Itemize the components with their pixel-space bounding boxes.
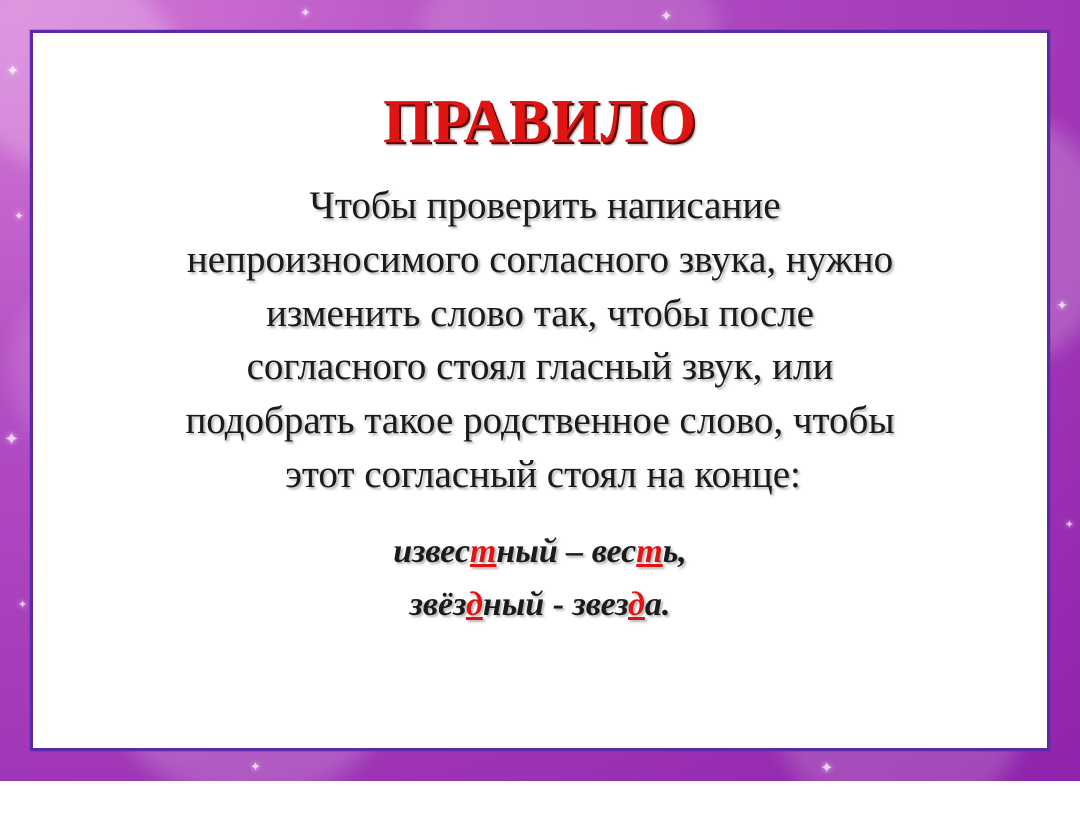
- example-text: ь,: [662, 532, 687, 570]
- example-highlight-letter: д: [628, 585, 645, 623]
- rule-line: согласного стоял гласный звук, или: [246, 345, 834, 389]
- rule-card: [30, 30, 1050, 751]
- rule-line: этот согласный стоял на конце:: [285, 453, 801, 497]
- rule-line: непроизносимого согласного звука, нужно: [186, 237, 894, 281]
- sparkle-icon: ✦: [4, 429, 20, 449]
- rule-text: [81, 179, 999, 502]
- sparkle-icon: ✦: [660, 9, 673, 25]
- rule-line: подобрать такое родственное слово, чтобы: [185, 399, 895, 443]
- example-text: ный – вес: [496, 532, 637, 570]
- examples-block: [81, 526, 999, 631]
- sparkle-icon: ✦: [300, 5, 311, 20]
- example-text: а.: [644, 585, 671, 623]
- rule-line: Чтобы проверить написание: [309, 184, 781, 227]
- example-word-pair: [81, 579, 999, 632]
- page-title: ПРАВИЛО: [383, 88, 697, 156]
- sparkle-icon: ✦: [6, 63, 20, 80]
- example-text: ный - звез: [482, 585, 629, 623]
- sparkle-icon: ✦: [1064, 519, 1074, 531]
- rule-line: изменить слово так, чтобы после: [266, 291, 814, 335]
- example-highlight-letter: т: [636, 532, 663, 570]
- example-word-pair: [81, 526, 999, 579]
- sparkle-icon: ✦: [18, 599, 28, 611]
- sparkle-icon: ✦: [250, 759, 261, 774]
- rule-card-content: [33, 33, 1047, 661]
- sparkle-icon: ✦: [14, 209, 25, 223]
- example-highlight-letter: д: [465, 585, 483, 623]
- example-highlight-letter: т: [469, 532, 497, 570]
- example-text: звёз: [409, 585, 466, 623]
- example-text: извес: [393, 532, 470, 570]
- sparkle-icon: ✦: [820, 760, 834, 777]
- sparkle-icon: ✦: [1056, 299, 1068, 314]
